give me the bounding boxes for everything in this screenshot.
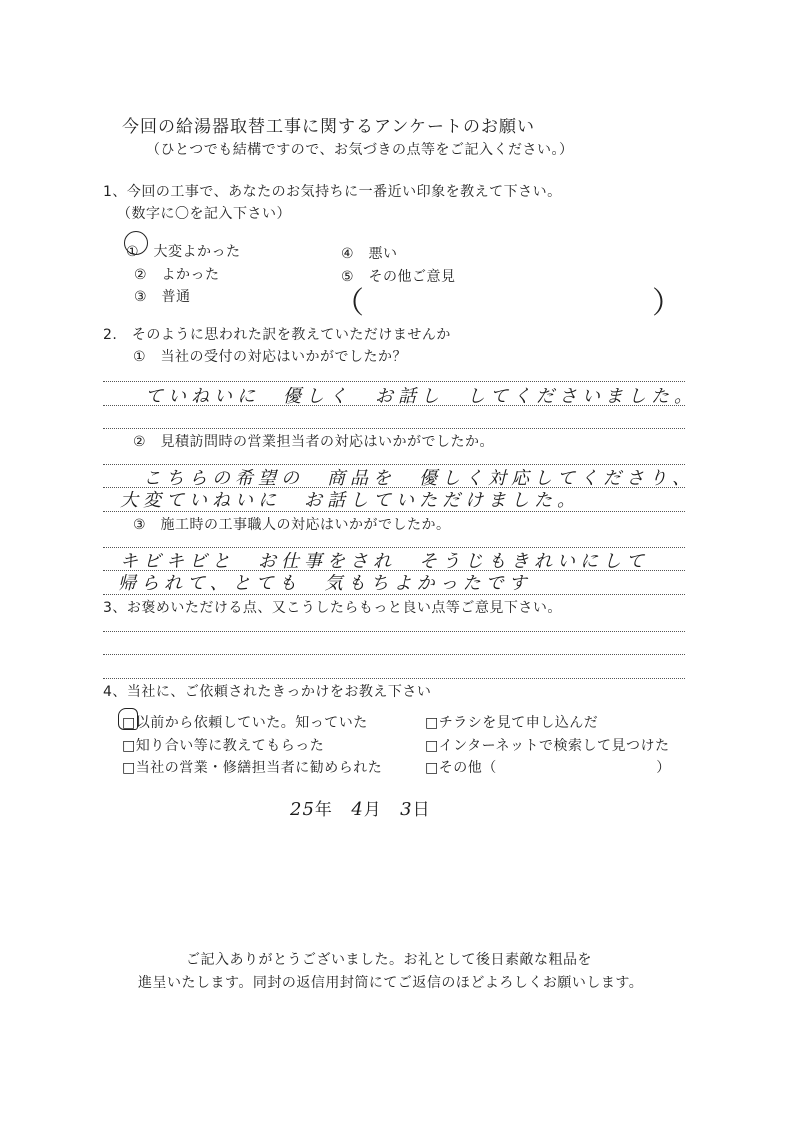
q3-question: 3、お褒めいただける点、又こうしたらもっと良い点等ご意見下さい。	[103, 600, 562, 616]
answer-line	[103, 405, 685, 406]
page-subtitle: （ひとつでも結構ですので、お気づきの点等をご記入ください。）	[146, 142, 574, 158]
q1-close-paren: ）	[652, 286, 682, 321]
page-title: 今回の給湯器取替工事に関するアンケートのお願い	[122, 117, 535, 137]
date-year-unit: 年	[314, 800, 332, 820]
answer-line	[103, 511, 685, 512]
answer-line	[103, 594, 685, 595]
q4-option-3[interactable]: □当社の営業・修繕担当者に勧められた	[122, 760, 383, 776]
answer-line	[103, 678, 685, 679]
answer-line	[103, 631, 685, 632]
q2-sub3: ③ 施工時の工事職人の対応はいかがでしたか。	[133, 517, 451, 533]
date-day: 3	[400, 799, 413, 820]
q2-answer2b: 大変ていねいに お話していただけました。	[120, 490, 580, 511]
q1-note: （数字に〇を記入下さい）	[117, 206, 291, 222]
date-day-unit: 日	[412, 800, 430, 820]
q2-sub1: ① 当社の受付の対応はいかがでしたか？	[133, 349, 408, 365]
q1-option-2[interactable]: ② よかった	[134, 267, 220, 283]
q2-question: 2. そのように思われた訳を教えていただけませんか	[103, 327, 451, 343]
date-month: 4	[351, 799, 364, 820]
q1-question: 1、今回の工事で、あなたのお気持ちに一番近い印象を教えて下さい。	[103, 184, 562, 200]
date-year: 25	[290, 799, 315, 820]
q2-answer2a: こちらの希望の 商品を 優しく対応してくださり、	[143, 468, 695, 489]
q4-question: 4、当社に、ご依頼されたきっかけをお教え下さい	[103, 684, 432, 700]
q2-answer1: ていねいに 優しく お話し してくださいました。	[145, 386, 697, 407]
footer-line-2: 進呈いたします。同封の返信用封筒にてご返信のほどよろしくお願いします。	[138, 975, 644, 991]
q4-option-2[interactable]: □知り合い等に教えてもらった	[122, 738, 325, 754]
q4-option-5[interactable]: □インターネットで検索して見つけた	[425, 738, 670, 754]
q4-option-4[interactable]: □チラシを見て申し込んだ	[425, 715, 599, 731]
q2-sub2: ② 見積訪問時の営業担当者の対応はいかがでしたか。	[133, 434, 495, 450]
q1-option-4[interactable]: ④ 悪い	[341, 246, 398, 262]
date-line	[290, 795, 430, 820]
footer-line-1: ご記入ありがとうございました。お礼として後日素敵な粗品を	[186, 952, 592, 968]
q1-option-1[interactable]: ① 大変よかった	[126, 244, 241, 260]
q4-option-1[interactable]: □以前から依頼していた。知っていた	[122, 715, 368, 731]
q2-answer3b: 帰られて、とても 気もちよかったです	[118, 573, 532, 594]
answer-line	[103, 428, 685, 429]
q1-option-5[interactable]: ⑤ その他ご意見	[341, 269, 456, 285]
answer-line	[103, 654, 685, 655]
q1-open-paren: （	[334, 286, 364, 321]
q1-option-3[interactable]: ③ 普通	[134, 289, 191, 305]
q2-answer3a: キビキビと お仕事をされ そうじもきれいにして	[120, 551, 649, 572]
q4-option-6[interactable]: □その他（ ）	[425, 760, 671, 776]
date-month-unit: 月	[363, 800, 381, 820]
